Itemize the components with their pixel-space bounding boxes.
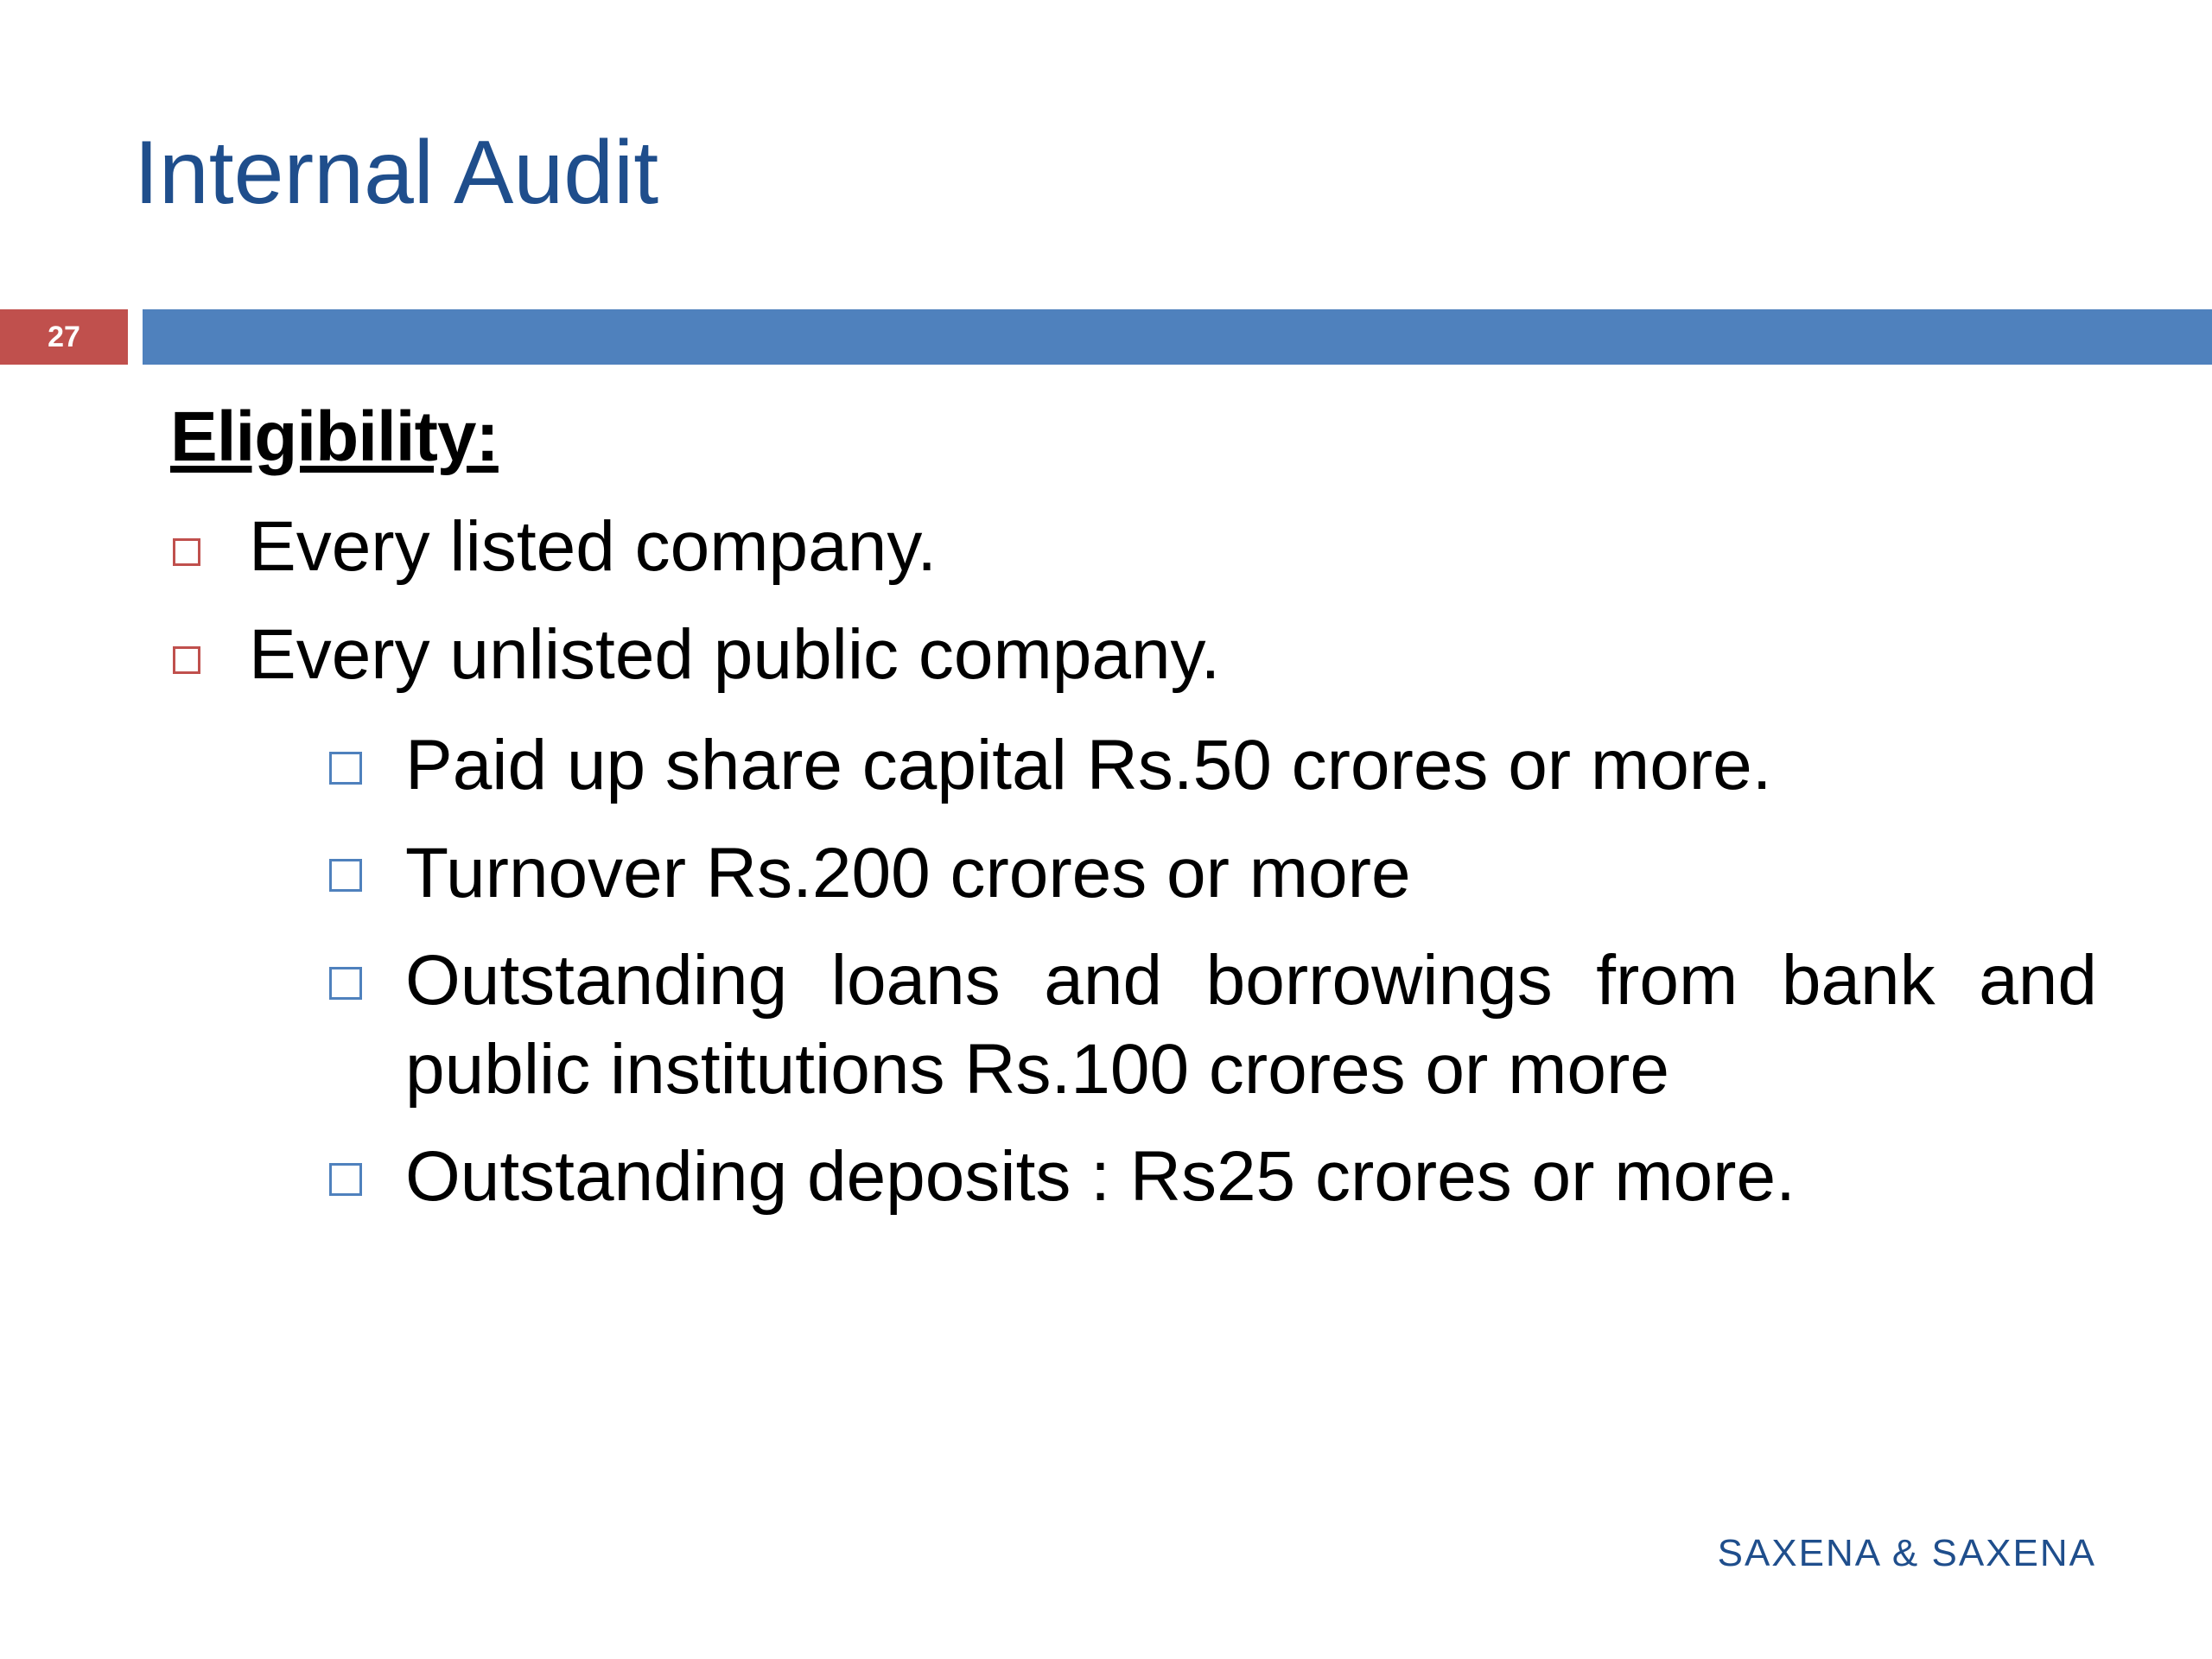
bullet-item xyxy=(170,613,2097,696)
footer-brand: SAXENA & SAXENA xyxy=(1717,1532,2096,1574)
slide-number: 27 xyxy=(48,320,80,353)
hollow-square-bullet-icon xyxy=(173,538,200,566)
sub-bullet-text: Paid up share capital Rs.50 crores or more. xyxy=(405,726,1772,805)
slide-number-badge xyxy=(0,309,128,365)
slide-body xyxy=(170,397,2097,1241)
sub-bullet-text: Turnover Rs.200 crores or more xyxy=(405,833,1411,912)
slide-title: Internal Audit xyxy=(134,123,659,223)
hollow-square-bullet-icon xyxy=(329,859,362,892)
sub-bullet-text: Outstanding deposits : Rs25 crores or more. xyxy=(405,1137,1796,1217)
hollow-square-bullet-icon xyxy=(173,646,200,674)
bullet-text: Every listed company. xyxy=(249,507,938,586)
sub-bullet-item xyxy=(327,1133,2097,1222)
sub-bullet-item xyxy=(327,721,2097,810)
sub-bullet-item xyxy=(327,937,2097,1114)
bullet-text: Every unlisted public company. xyxy=(249,615,1221,695)
header-divider-bar xyxy=(143,309,2212,365)
sub-bullet-item xyxy=(327,830,2097,918)
hollow-square-bullet-icon xyxy=(329,967,362,1000)
bullet-item xyxy=(170,505,2097,588)
hollow-square-bullet-icon xyxy=(329,1163,362,1196)
hollow-square-bullet-icon xyxy=(329,752,362,785)
sub-bullet-text: Outstanding loans and borrowings from bank and public institutions Rs.100 crores or more xyxy=(405,941,2097,1109)
eligibility-heading: Eligibility: xyxy=(170,397,499,476)
